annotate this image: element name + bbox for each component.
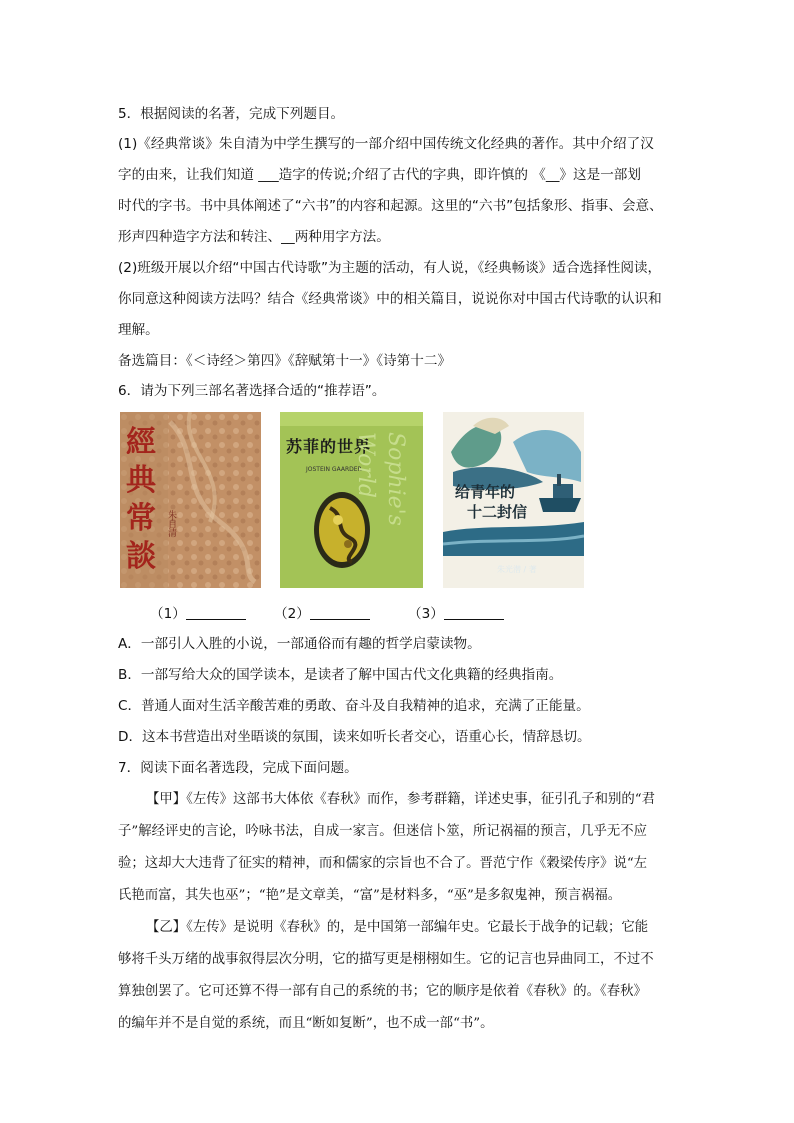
- q5-p2-line3: 理解。: [118, 322, 159, 338]
- q5-p1-line2: 字的由来，让我们知道 ___造字的传说;介绍了古代的字典，即许慎的 《__》这是一部划: [118, 167, 641, 183]
- blank-3[interactable]: [408, 602, 504, 622]
- cover-twelve-letters: [443, 412, 584, 588]
- q7-yi-line1: 【乙】《左传》是说明《春秋》的，是中国第一部编年史。它最长于战争的记载；它能: [146, 920, 649, 935]
- cover-2-spine-text: Sophie's World: [353, 432, 408, 526]
- q7-jia-line1: 【甲】《左传》这部书大体依《春秋》而作，参考群籍，详述史事，征引孔子和别的“君: [146, 792, 655, 807]
- q5-p1-line3: 时代的字书。书中具体阐述了“六书”的内容和起源。这里的“六书”包括象形、指事、会意、: [118, 198, 663, 214]
- blank-3-label: （3）: [408, 606, 444, 622]
- q7-jia-line2: 子”解经评史的言论，吟咏书法，自成一家言。但迷信卜筮，所记祸福的预言，几乎无不应: [118, 824, 648, 839]
- q7-yi-line3: 算独创罢了。它可还算不得一部有自己的系统的书；它的顺序是依着《春秋》的。《春秋》: [118, 984, 647, 999]
- q6-option-d: D．这本书营造出对坐晤谈的氛围，读来如听长者交心，语重心长，情辞恳切。: [118, 729, 591, 745]
- blank-2-label: （2）: [274, 606, 310, 622]
- cover-sophies-world: [280, 412, 423, 588]
- blank-1-label: （1）: [150, 606, 186, 622]
- q5-title: 5．根据阅读的名著，完成下列题目。: [118, 106, 345, 122]
- q7-yi-line4: 的编年并不是自觉的系统，而且“断如复断”，也不成一部“书”。: [118, 1016, 494, 1031]
- q7-title: 7．阅读下面名著选段，完成下面问题。: [118, 760, 358, 776]
- cover-2-author: JOSTEIN GAARDER: [306, 466, 362, 473]
- cover-1-title: 經典常談: [126, 425, 156, 574]
- cover-3-title-line2: 十二封信: [467, 503, 528, 521]
- cover-jingdian-changtan: [120, 412, 261, 588]
- book-covers: [118, 412, 598, 592]
- blank-1[interactable]: [150, 602, 246, 622]
- q6-title: 6．请为下列三部名著选择合适的“推荐语”。: [118, 383, 386, 399]
- q7-jia-line3: 验；这却大大违背了征实的精神，而和儒家的宗旨也不合了。晋范宁作《穀梁传序》说“左: [118, 856, 648, 871]
- q5-p2-line2: 你同意这种阅读方法吗？结合《经典常谈》中的相关篇目，说说你对中国古代诗歌的认识和: [118, 291, 662, 307]
- cover-3-author: 朱光潜 / 著: [497, 565, 537, 574]
- q6-option-c: C．普通人面对生活辛酸苦难的勇敢、奋斗及自我精神的追求，充满了正能量。: [118, 698, 590, 714]
- q6-option-b: B．一部写给大众的国学读本，是读者了解中国古代文化典籍的经典指南。: [118, 667, 563, 683]
- q7-jia-line4: 氏艳而富，其失也巫”；“艳”是文章美，“富”是材料多，“巫”是多叙鬼神，预言祸福。: [118, 888, 622, 903]
- blank-1-line: [186, 605, 246, 620]
- blank-2[interactable]: [274, 602, 370, 622]
- cover-3-title-line1: 给青年的: [455, 483, 516, 501]
- blank-3-line: [444, 605, 504, 620]
- cover-1-author: 朱自清: [166, 510, 176, 537]
- q5-p2-line1: (2)班级开展以介绍“中国古代诗歌”为主题的活动，有人说，《经典畅谈》适合选择性阅读，: [118, 260, 662, 276]
- q5-p1-line1: (1)《经典常谈》朱自清为中学生撰写的一部介绍中国传统文化经典的著作。其中介绍了汉: [118, 136, 654, 152]
- cover-2-title: 苏菲的世界: [286, 437, 372, 456]
- blank-2-line: [310, 605, 370, 620]
- q6-option-a: A．一部引人入胜的小说，一部通俗而有趣的哲学启蒙读物。: [118, 636, 481, 652]
- q5-p1-line4: 形声四种造字方法和转注、__两种用字方法。: [118, 229, 390, 245]
- q5-options: 备选篇目：《＜诗经＞第四》《辞赋第十一》《诗第十二》: [118, 353, 452, 369]
- q7-yi-line2: 够将千头万绪的战事叙得层次分明，它的描写更是栩栩如生。它的记言也异曲同工，不过不: [118, 952, 654, 967]
